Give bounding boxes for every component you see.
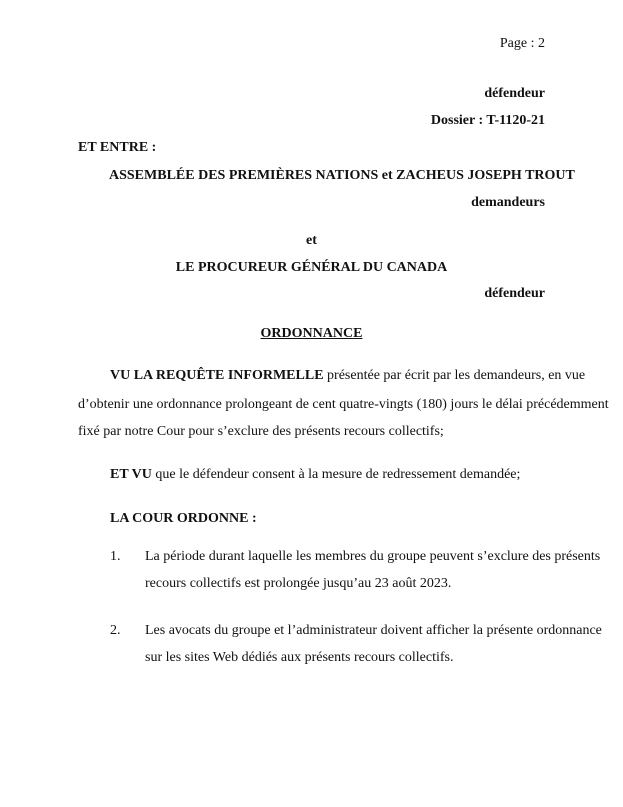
recital-1-text: présentée par écrit par les demandeurs, en vue [323, 368, 586, 383]
order-2-line-2: sur les sites Web dédiés aux présents recours collectifs. [145, 650, 454, 665]
order-1-number: 1. [110, 549, 121, 564]
and-label: et [306, 233, 317, 248]
order-1-line-2: recours collectifs est prolongée jusqu’au 23 août 2023. [145, 576, 452, 591]
plaintiff-role: demandeurs [471, 195, 545, 210]
title-text: ORDONNANCE [260, 326, 363, 341]
recital-1-line-2: d’obtenir une ordonnance prolongeant de cent quatre-vingts (180) jours le délai précédemment [78, 397, 609, 412]
document-title [0, 326, 623, 342]
order-1-line-1: La période durant laquelle les membres du groupe peuvent s’exclure des présents [145, 549, 601, 564]
defendant-name: LE PROCUREUR GÉNÉRAL DU CANADA [175, 260, 448, 275]
between-label: ET ENTRE : [78, 140, 157, 155]
page-number: Page : 2 [499, 36, 545, 51]
recital-1-line-1 [110, 368, 586, 384]
recital-1-lead: VU LA REQUÊTE INFORMELLE [110, 368, 324, 383]
plaintiff-names: ASSEMBLÉE DES PREMIÈRES NATIONS et ZACHEUS JOSEPH TROUT [109, 168, 575, 183]
docket-number: Dossier : T-1120-21 [430, 113, 545, 128]
order-heading: LA COUR ORDONNE : [110, 511, 257, 526]
order-2-line-1: Les avocats du groupe et l’administrateur doivent afficher la présente ordonnance [145, 623, 602, 638]
defendant-role: défendeur [484, 286, 545, 301]
recital-2-text: que le défendeur consent à la mesure de redressement demandée; [151, 467, 521, 482]
recital-2-lead: ET VU [110, 467, 152, 482]
order-2-number: 2. [110, 623, 121, 638]
recital-1-line-3: fixé par notre Cour pour s’exclure des présents recours collectifs; [78, 424, 444, 439]
recital-2 [110, 467, 520, 483]
party-role-defendant-top: défendeur [484, 86, 545, 101]
